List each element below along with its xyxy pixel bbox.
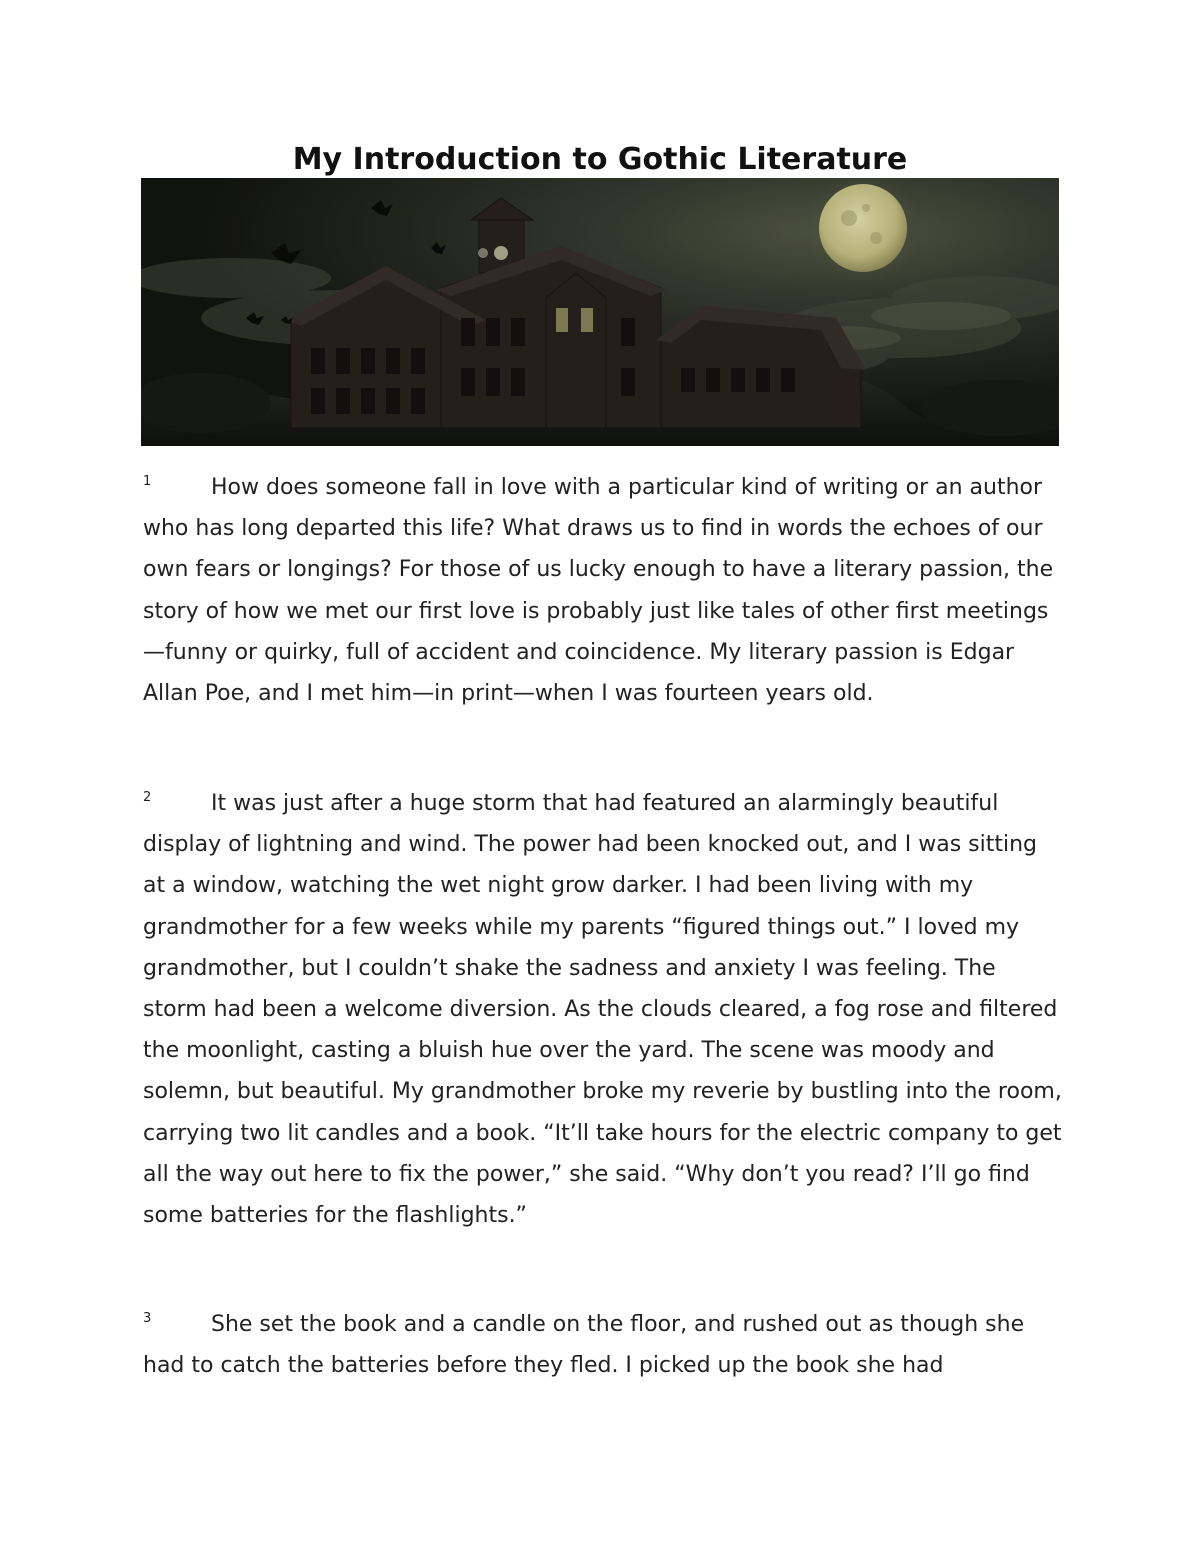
paragraph-text: She set the book and a candle on the floor, and rushed out as though she had to catch the batteries before they fled. I picked up the book she had bbox=[143, 1312, 1025, 1379]
paragraph-1 bbox=[143, 467, 1063, 714]
haunted-house-moon-illustration-icon bbox=[141, 178, 1059, 446]
haunted-house-banner-image bbox=[141, 178, 1059, 446]
paragraph-number: 1 bbox=[143, 474, 152, 489]
paragraph-text: It was just after a huge storm that had featured an alarmingly beautiful display of lightning and wind. The power had been knocked out, and I was sitting at a window, watching the wet night grow darker. I had been living with my grandmother for a few weeks while my parents “figured things out.” I loved my grandmother, but I couldn’t shake the sadness and anxiety I was feeling. The storm had been a welcome diversion. As the clouds cleared, a fog rose and filtered the moonlight, casting a bluish hue over the yard. The scene was moody and solemn, but beautiful. My grandmother broke my reverie by bustling into the room, carrying two lit candles and a book. “It’ll take hours for the electric company to get all the way out here to fix the power,” she said. “Why don’t you read? I’ll go find some batteries for the flashlights.” bbox=[143, 791, 1062, 1229]
paragraph-2 bbox=[143, 783, 1063, 1236]
paragraph-number: 3 bbox=[143, 1311, 152, 1326]
paragraph-3 bbox=[143, 1304, 1063, 1386]
paragraph-text: How does someone fall in love with a particular kind of writing or an author who has long departed this life? What draws us to find in words the echoes of our own fears or longings? For those of us lucky enough to have a literary passion, the story of how we met our first love is probably just like tales of other first meetings—funny or quirky, full of accident and coincidence. My literary passion is Edgar Allan Poe, and I met him—in print—when I was fourteen years old. bbox=[143, 475, 1054, 707]
document-title: My Introduction to Gothic Literature bbox=[292, 142, 908, 177]
paragraph-number: 2 bbox=[143, 790, 152, 805]
